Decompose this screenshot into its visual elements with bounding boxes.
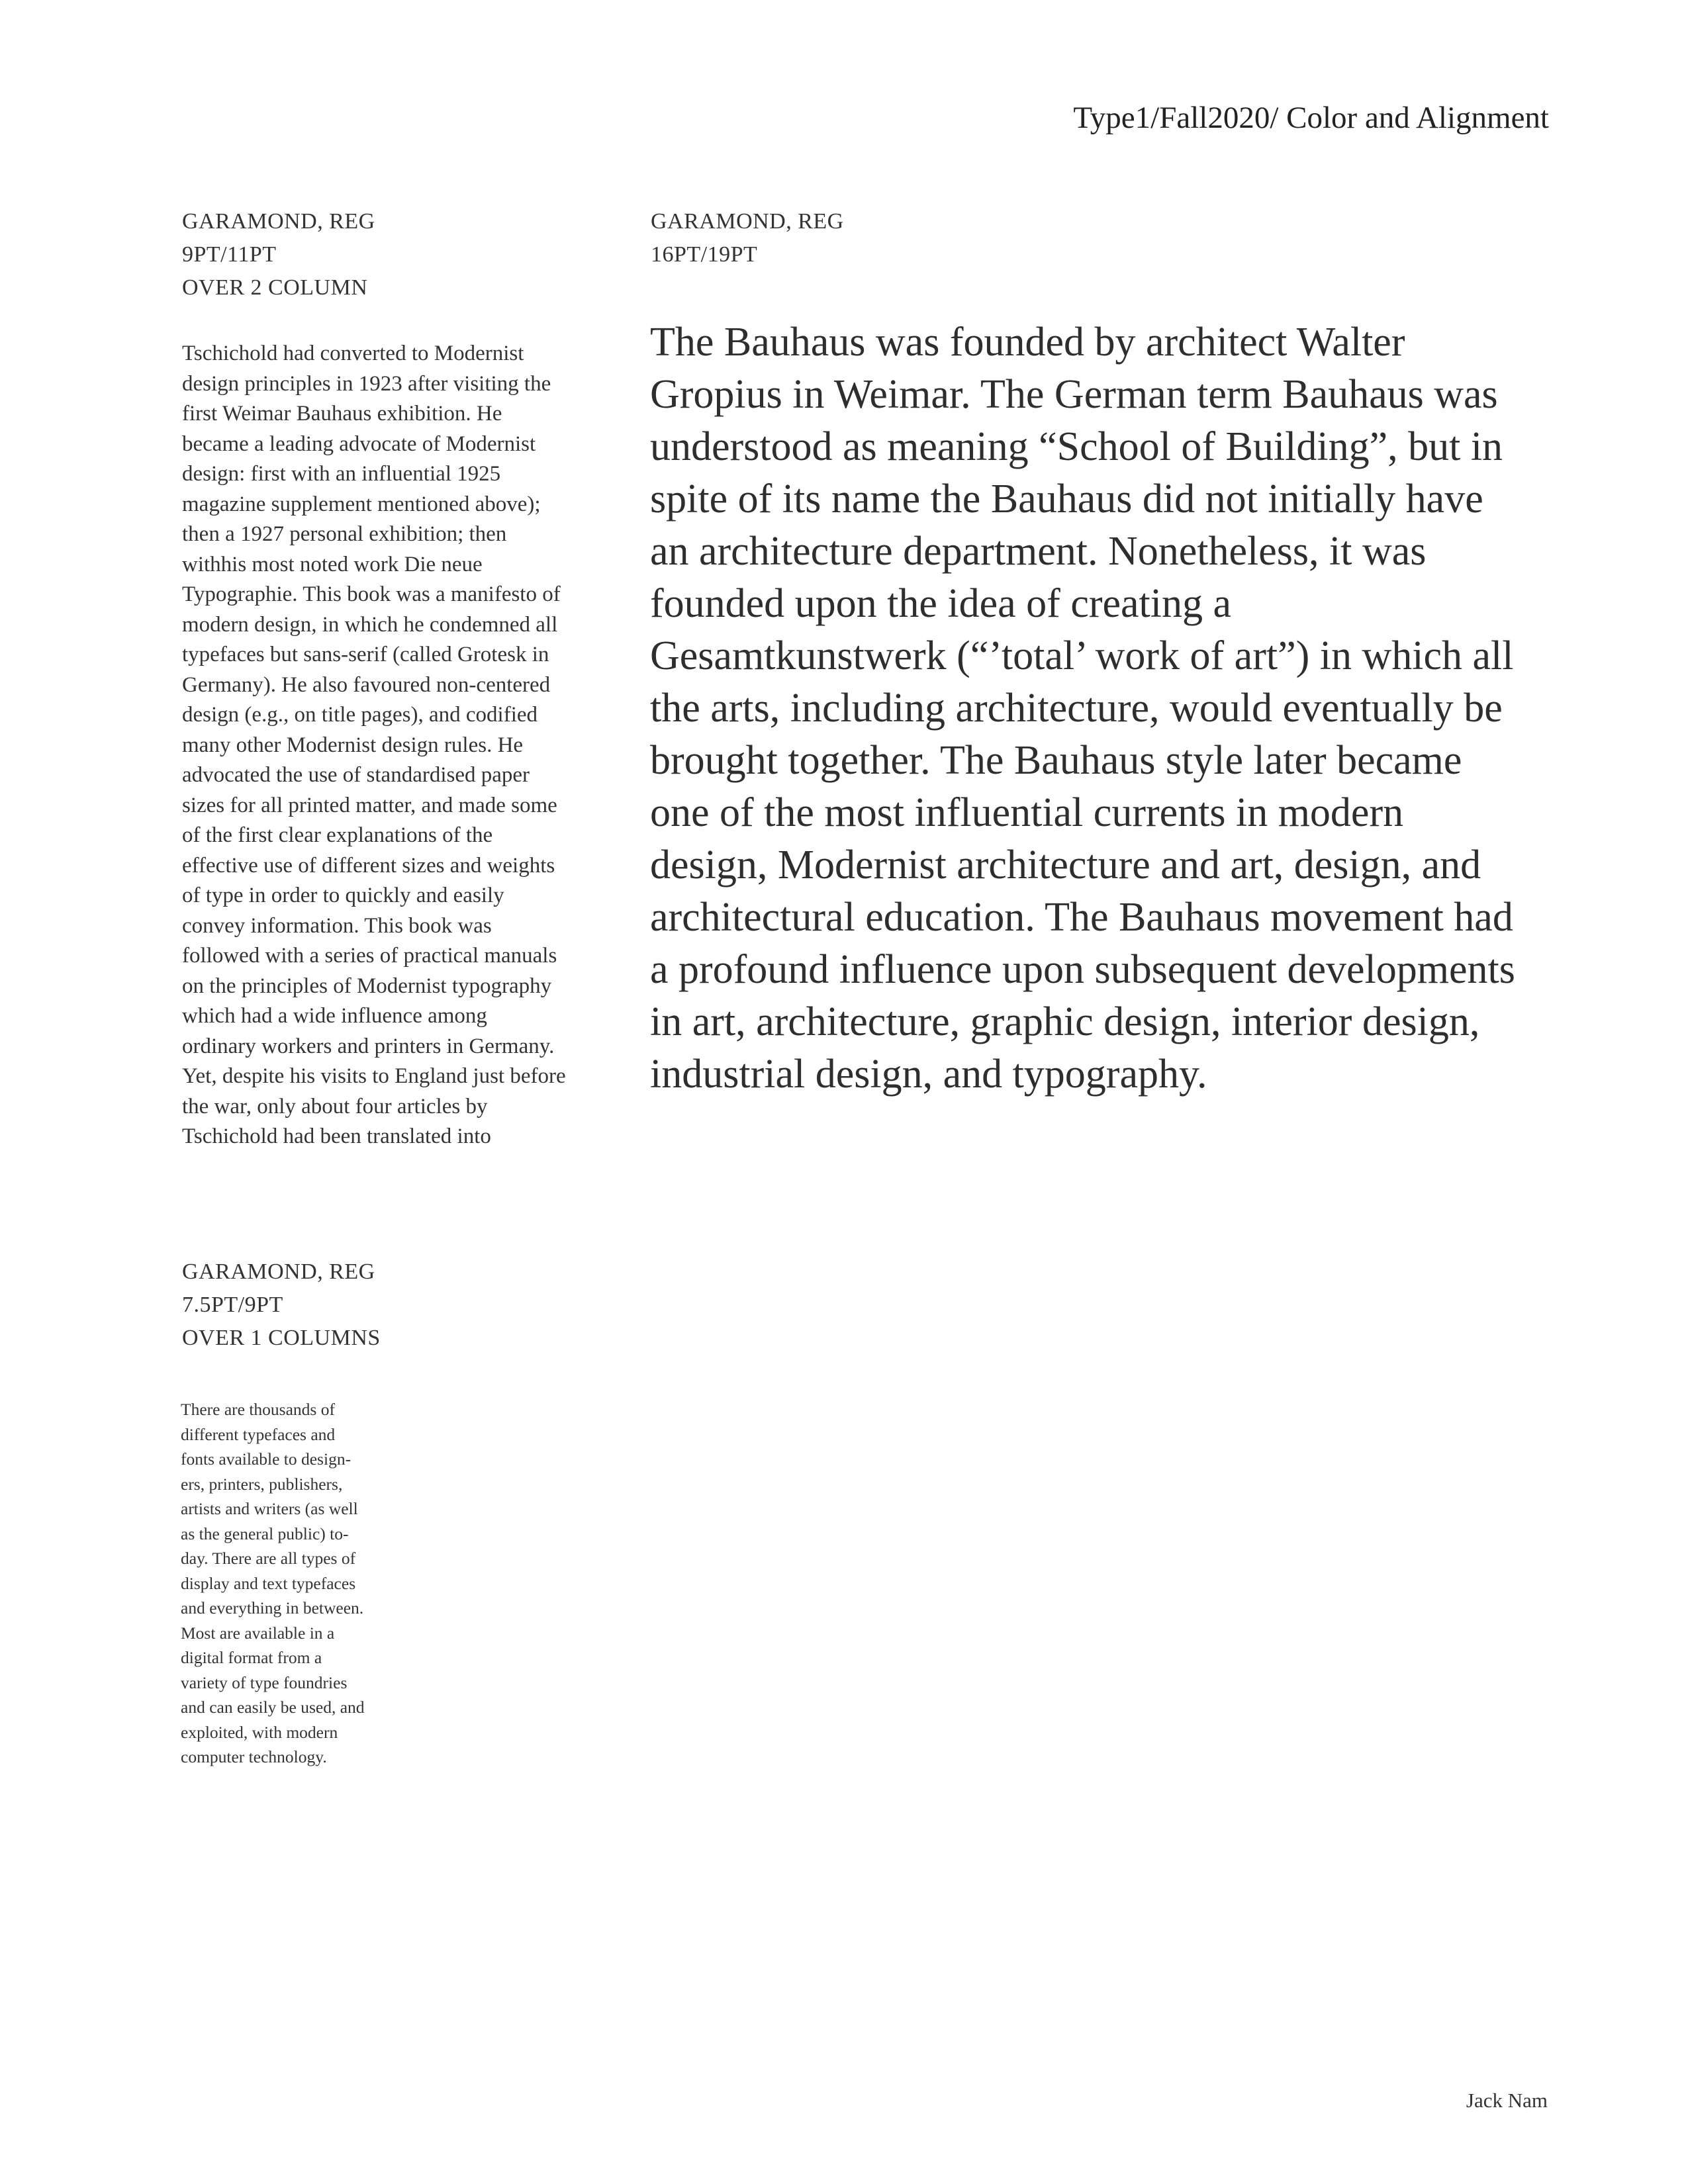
text-line: withhis most noted work Die neue: [182, 552, 483, 576]
text-line: architectural education. The Bauhaus movement had: [650, 895, 1513, 940]
text-line: as the general public) to-: [181, 1524, 349, 1543]
text-line: first Weimar Bauhaus exhibition. He: [182, 402, 502, 426]
text-line: which had a wide influence among: [182, 1004, 487, 1028]
spec-block-bottom: [182, 1255, 381, 1355]
text-line: ordinary workers and printers in Germany.: [182, 1034, 555, 1058]
text-line: Typographie. This book was a manifesto of: [182, 582, 561, 606]
text-line: the arts, including architecture, would eventually be: [650, 686, 1503, 731]
text-line: the war, only about four articles by: [182, 1094, 488, 1118]
text-line: fonts available to design-: [181, 1449, 352, 1469]
text-line: sizes for all printed matter, and made some: [182, 793, 557, 817]
text-line: Gesamtkunstwerk (“’total’ work of art”) in which all: [650, 633, 1514, 678]
text-line: on the principles of Modernist typography: [182, 974, 552, 998]
text-line: design principles in 1923 after visiting the: [182, 371, 551, 396]
text-line: followed with a series of practical manuals: [182, 944, 557, 968]
body-text-9pt: [182, 339, 619, 1152]
text-line: one of the most influential currents in modern: [650, 790, 1404, 835]
text-line: understood as meaning “School of Building”, but in: [650, 424, 1503, 469]
page-header-title: Type1/Fall2020/ Color and Alignment: [1073, 101, 1549, 135]
text-line: Germany). He also favoured non-centered: [182, 672, 551, 697]
text-line: of the first clear explanations of the: [182, 823, 493, 847]
text-line: artists and writers (as well: [181, 1499, 358, 1518]
text-line: spite of its name the Bauhaus did not initially have: [650, 477, 1483, 522]
spec-typeface: GARAMOND, REG: [182, 1259, 375, 1284]
text-line: typefaces but sans-serif (called Grotesk in: [182, 643, 549, 666]
spec-typeface: GARAMOND, REG: [651, 209, 844, 234]
text-line: then a 1927 personal exhibition; then: [182, 522, 507, 546]
text-line: a profound influence upon subsequent developments: [650, 947, 1515, 992]
text-line: The Bauhaus was founded by architect Walter: [650, 320, 1405, 365]
footer-author: Jack Nam: [1466, 2089, 1548, 2112]
text-line: digital format from a: [181, 1648, 322, 1667]
text-line: exploited, with modern: [181, 1722, 338, 1742]
text-line: brought together. The Bauhaus style later became: [650, 738, 1462, 783]
text-line: in art, architecture, graphic design, interior design,: [650, 999, 1480, 1044]
text-line: design (e.g., on title pages), and codified: [182, 703, 538, 727]
text-line: Tschichold had been translated into: [182, 1124, 491, 1148]
text-line: Most are available in a: [181, 1623, 335, 1643]
spec-typeface: GARAMOND, REG: [182, 209, 375, 234]
text-line: variety of type foundries: [181, 1672, 348, 1692]
text-line: many other Modernist design rules. He: [182, 733, 524, 757]
text-line: design: first with an influential 1925: [182, 462, 501, 486]
text-line: became a leading advocate of Modernist: [182, 432, 536, 456]
text-line: advocated the use of standardised paper: [182, 763, 530, 787]
text-line: and everything in between.: [181, 1598, 364, 1617]
text-line: different typefaces and: [181, 1424, 336, 1444]
text-line: Gropius in Weimar. The German term Bauhaus was: [650, 372, 1498, 417]
text-line: day. There are all types of: [181, 1549, 356, 1568]
spec-block-left: [182, 205, 375, 304]
text-line: design, Modernist architecture and art, design, and: [650, 842, 1481, 887]
spec-size: 9PT/11PT: [182, 242, 277, 267]
text-line: There are thousands of: [181, 1400, 335, 1419]
text-line: ers, printers, publishers,: [181, 1474, 343, 1494]
body-text-16pt: [650, 316, 1577, 1101]
text-line: modern design, in which he condemned all: [182, 612, 558, 637]
text-line: and can easily be used, and: [181, 1698, 365, 1717]
text-line: an architecture department. Nonetheless, it was: [650, 529, 1427, 574]
spec-size: 7.5PT/9PT: [182, 1293, 283, 1317]
text-line: of type in order to quickly and easily: [182, 884, 504, 907]
body-text-7-5pt: [181, 1397, 406, 1770]
text-line: convey information. This book was: [182, 913, 492, 938]
spec-columns: OVER 2 COLUMN: [182, 275, 368, 300]
text-line: computer technology.: [181, 1747, 327, 1766]
spec-columns: OVER 1 COLUMNS: [182, 1326, 381, 1350]
text-line: effective use of different sizes and weights: [182, 853, 555, 878]
text-line: display and text typefaces: [181, 1573, 356, 1593]
text-line: Tschichold had converted to Modernist: [182, 341, 524, 365]
spec-size: 16PT/19PT: [651, 242, 758, 267]
text-line: industrial design, and typography.: [650, 1052, 1207, 1097]
text-line: magazine supplement mentioned above);: [182, 492, 541, 516]
text-line: founded upon the idea of creating a: [650, 581, 1231, 626]
spec-block-right: [651, 205, 844, 271]
text-line: Yet, despite his visits to England just before: [182, 1064, 566, 1088]
